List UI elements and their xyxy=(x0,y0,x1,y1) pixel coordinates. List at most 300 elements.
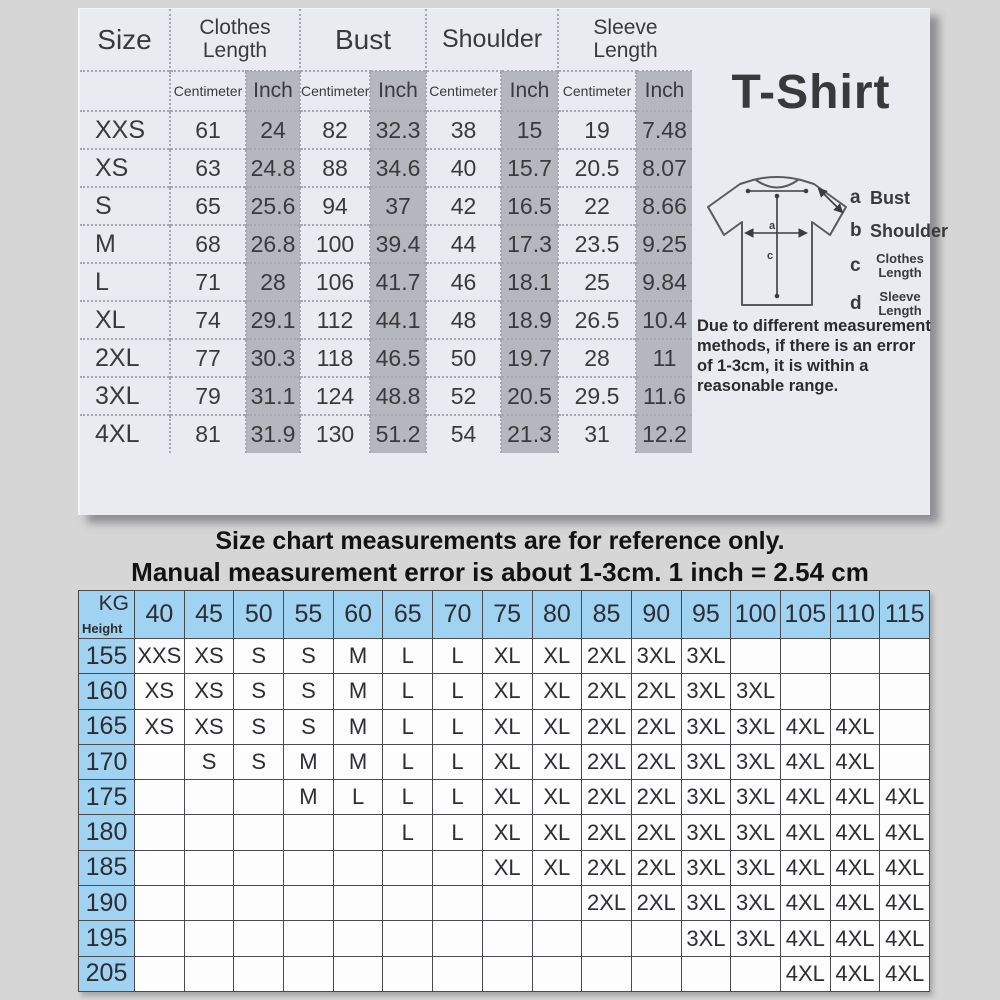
height-header-cell: 160 xyxy=(79,674,135,709)
clothes-length-header: Clothes Length xyxy=(170,9,300,71)
recommended-size-cell: 3XL xyxy=(681,850,731,885)
recommended-size-cell xyxy=(184,780,234,815)
recommended-size-cell xyxy=(184,850,234,885)
recommended-size-cell: L xyxy=(383,674,433,709)
recommended-size-cell: XL xyxy=(482,744,532,779)
recommended-size-cell: XL xyxy=(532,709,582,744)
legend-key: c xyxy=(850,255,861,277)
inch-label: Inch xyxy=(636,71,692,111)
recommended-size-cell: S xyxy=(234,709,284,744)
weight-header-cell: 55 xyxy=(284,591,334,639)
recommended-size-cell: 4XL xyxy=(880,850,930,885)
size-header: Size xyxy=(97,23,152,55)
recommended-size-cell: 2XL xyxy=(582,744,632,779)
recommended-size-cell: S xyxy=(284,709,334,744)
recommended-size-cell: L xyxy=(383,744,433,779)
recommended-size-cell: 4XL xyxy=(830,709,880,744)
recommended-size-cell: 4XL xyxy=(880,780,930,815)
measurement-value-cell: 7.48 xyxy=(636,111,692,149)
recommended-size-cell: 3XL xyxy=(731,850,781,885)
recommended-size-cell xyxy=(333,850,383,885)
recommended-size-cell: L xyxy=(433,744,483,779)
recommended-size-cell xyxy=(681,956,731,991)
height-header-cell: 155 xyxy=(79,639,135,674)
fit-table-row xyxy=(79,886,930,921)
recommended-size-cell xyxy=(333,956,383,991)
recommended-size-cell: XS xyxy=(184,639,234,674)
fit-table-row xyxy=(79,780,930,815)
centimeter-label: Centimeter xyxy=(300,71,370,111)
recommended-size-cell: 4XL xyxy=(780,744,830,779)
recommended-size-cell: 3XL xyxy=(681,921,731,956)
recommended-size-cell xyxy=(284,850,334,885)
recommended-size-cell: XL xyxy=(482,780,532,815)
recommended-size-cell xyxy=(135,780,185,815)
weight-header-cell: 50 xyxy=(234,591,284,639)
recommended-size-cell xyxy=(880,744,930,779)
measurement-value-cell: 34.6 xyxy=(370,149,426,187)
recommended-size-cell xyxy=(582,956,632,991)
measurement-value-cell: 65 xyxy=(170,187,246,225)
measurement-value-cell: 28 xyxy=(558,339,636,377)
measurement-value-cell: 82 xyxy=(300,111,370,149)
legend-item xyxy=(850,186,932,210)
measurement-value-cell: 124 xyxy=(300,377,370,415)
measurement-value-cell: 61 xyxy=(170,111,246,149)
weight-header-cell: 65 xyxy=(383,591,433,639)
recommended-size-cell: L xyxy=(383,815,433,850)
legend-item xyxy=(850,219,949,243)
measurement-value-cell: 15.7 xyxy=(501,149,558,187)
measurement-value-cell: 9.84 xyxy=(636,263,692,301)
recommended-size-cell: 2XL xyxy=(582,709,632,744)
recommended-size-cell xyxy=(234,886,284,921)
recommended-size-cell: 4XL xyxy=(830,780,880,815)
weight-header-cell: 95 xyxy=(681,591,731,639)
weight-header-cell: 110 xyxy=(830,591,880,639)
recommended-size-cell: XL xyxy=(482,639,532,674)
recommended-size-cell xyxy=(532,921,582,956)
recommended-size-cell: 3XL xyxy=(681,780,731,815)
recommended-size-cell xyxy=(880,709,930,744)
recommended-size-cell: 3XL xyxy=(731,674,781,709)
measurement-value-cell: 112 xyxy=(300,301,370,339)
recommended-size-cell: L xyxy=(433,674,483,709)
size-table-header-row xyxy=(80,9,692,71)
measurement-value-cell: 46.5 xyxy=(370,339,426,377)
recommended-size-cell xyxy=(234,815,284,850)
recommended-size-cell: L xyxy=(383,780,433,815)
weight-header-cell: 45 xyxy=(184,591,234,639)
weight-header-cell: 115 xyxy=(880,591,930,639)
measurement-value-cell: 20.5 xyxy=(501,377,558,415)
measurement-value-cell: 44 xyxy=(426,225,501,263)
info-panel xyxy=(692,9,949,515)
measurement-note: Due to different measurement methods, if there is an error of 1-3cm, it is within a reasonable range. xyxy=(697,317,931,396)
recommended-size-cell: XL xyxy=(532,744,582,779)
measurement-value-cell: 63 xyxy=(170,149,246,187)
measurement-value-cell: 48.8 xyxy=(370,377,426,415)
recommended-size-cell xyxy=(234,921,284,956)
recommended-size-cell xyxy=(880,639,930,674)
recommended-size-cell: S xyxy=(284,639,334,674)
recommended-size-cell: 4XL xyxy=(830,744,880,779)
recommended-size-cell: 2XL xyxy=(631,850,681,885)
measurement-value-cell: 31.1 xyxy=(246,377,300,415)
recommended-size-cell xyxy=(433,921,483,956)
recommended-size-cell: 4XL xyxy=(830,815,880,850)
measurement-value-cell: 9.25 xyxy=(636,225,692,263)
recommended-size-cell: 4XL xyxy=(880,956,930,991)
recommended-size-cell: 4XL xyxy=(830,921,880,956)
recommended-size-cell xyxy=(433,886,483,921)
recommended-size-cell xyxy=(184,886,234,921)
weight-header-cell: 70 xyxy=(433,591,483,639)
measurement-value-cell: 71 xyxy=(170,263,246,301)
recommended-size-cell: XL xyxy=(532,815,582,850)
recommended-size-cell xyxy=(482,886,532,921)
size-chart-card xyxy=(78,8,949,515)
recommended-size-cell: S xyxy=(234,744,284,779)
recommended-size-cell xyxy=(284,956,334,991)
measurement-value-cell: 51.2 xyxy=(370,415,426,453)
measurement-value-cell: 26.8 xyxy=(246,225,300,263)
legend-label: Bust xyxy=(870,187,911,208)
recommended-size-cell: 3XL xyxy=(681,886,731,921)
recommended-size-cell: S xyxy=(184,744,234,779)
measurement-value-cell: 31.9 xyxy=(246,415,300,453)
recommended-size-cell: 4XL xyxy=(880,815,930,850)
recommended-size-cell: 4XL xyxy=(780,921,830,956)
recommended-size-cell xyxy=(284,886,334,921)
recommended-size-cell xyxy=(184,956,234,991)
recommended-size-cell: 2XL xyxy=(582,780,632,815)
shoulder-header: Shoulder xyxy=(426,9,558,71)
measurement-value-cell: 54 xyxy=(426,415,501,453)
measurement-value-cell: 31 xyxy=(558,415,636,453)
recommended-size-cell xyxy=(880,674,930,709)
recommended-size-cell: XL xyxy=(532,639,582,674)
tshirt-diagram-icon xyxy=(696,167,858,317)
measurement-value-cell: 38 xyxy=(426,111,501,149)
recommended-size-cell: 3XL xyxy=(681,709,731,744)
recommended-size-cell xyxy=(135,886,185,921)
measurement-value-cell: 22 xyxy=(558,187,636,225)
notice-line2: Manual measurement error is about 1-3cm. 1 inch = 2.54 cm xyxy=(131,556,869,587)
height-header-cell: 185 xyxy=(79,850,135,885)
size-table-row xyxy=(80,111,692,149)
recommended-size-cell: 3XL xyxy=(731,886,781,921)
height-header-cell: 195 xyxy=(79,921,135,956)
size-table-row xyxy=(80,339,692,377)
size-label-cell: M xyxy=(80,225,170,263)
recommended-size-cell xyxy=(135,956,185,991)
measurement-value-cell: 19.7 xyxy=(501,339,558,377)
recommended-size-cell xyxy=(780,639,830,674)
recommended-size-cell: M xyxy=(284,780,334,815)
recommended-size-cell: XL xyxy=(532,850,582,885)
recommended-size-cell: L xyxy=(433,780,483,815)
recommended-size-cell: L xyxy=(333,780,383,815)
recommended-size-cell: 4XL xyxy=(780,850,830,885)
legend-item xyxy=(850,290,932,319)
recommended-size-cell xyxy=(383,850,433,885)
size-label-cell: XS xyxy=(80,149,170,187)
height-header-cell: 165 xyxy=(79,709,135,744)
legend-key: a xyxy=(850,187,861,208)
measurement-value-cell: 81 xyxy=(170,415,246,453)
fit-table-row xyxy=(79,815,930,850)
measurement-value-cell: 106 xyxy=(300,263,370,301)
kg-label: KG xyxy=(98,592,129,615)
recommended-size-cell: XS xyxy=(184,674,234,709)
recommended-size-cell xyxy=(184,815,234,850)
recommended-size-cell: 4XL xyxy=(780,886,830,921)
measurement-value-cell: 46 xyxy=(426,263,501,301)
recommended-size-cell xyxy=(731,956,781,991)
legend-item xyxy=(850,252,932,281)
recommended-size-cell: 3XL xyxy=(681,815,731,850)
recommended-size-cell: S xyxy=(234,639,284,674)
fit-table-row xyxy=(79,956,930,991)
recommended-size-cell: 2XL xyxy=(631,886,681,921)
recommended-size-cell: XS xyxy=(135,709,185,744)
height-header-cell: 190 xyxy=(79,886,135,921)
size-label-cell: XXS xyxy=(80,111,170,149)
recommended-size-cell: M xyxy=(333,709,383,744)
recommended-size-cell: 2XL xyxy=(582,639,632,674)
centimeter-label: Centimeter xyxy=(170,71,246,111)
recommended-size-cell xyxy=(482,921,532,956)
inch-label: Inch xyxy=(246,71,300,111)
measurement-value-cell: 100 xyxy=(300,225,370,263)
measurement-value-cell: 68 xyxy=(170,225,246,263)
legend-label: Sleeve Length xyxy=(878,288,922,318)
weight-header-cell: 105 xyxy=(780,591,830,639)
measurement-value-cell: 17.3 xyxy=(501,225,558,263)
recommended-size-cell: 3XL xyxy=(731,921,781,956)
recommended-size-cell xyxy=(333,886,383,921)
legend-label: Shoulder xyxy=(870,220,949,241)
measurement-value-cell: 74 xyxy=(170,301,246,339)
recommended-size-cell: XL xyxy=(482,674,532,709)
unit-empty-cell xyxy=(80,71,170,111)
recommended-size-cell: 2XL xyxy=(631,780,681,815)
measurement-value-cell: 24 xyxy=(246,111,300,149)
size-label-cell: S xyxy=(80,187,170,225)
measurement-value-cell: 29.1 xyxy=(246,301,300,339)
size-table-row xyxy=(80,415,692,453)
size-label-cell: 3XL xyxy=(80,377,170,415)
reference-notice xyxy=(0,526,1000,588)
recommended-size-cell xyxy=(780,674,830,709)
recommended-size-cell: L xyxy=(383,709,433,744)
fit-table-row xyxy=(79,921,930,956)
recommended-size-cell: 4XL xyxy=(880,921,930,956)
measurement-value-cell: 19 xyxy=(558,111,636,149)
recommended-size-cell xyxy=(135,921,185,956)
recommended-size-cell: 2XL xyxy=(631,674,681,709)
recommended-size-cell: 4XL xyxy=(830,886,880,921)
measurement-legend xyxy=(850,186,949,318)
weight-header-cell: 90 xyxy=(631,591,681,639)
measurement-value-cell: 28 xyxy=(246,263,300,301)
recommended-size-cell xyxy=(631,921,681,956)
recommended-size-cell: XS xyxy=(184,709,234,744)
recommended-size-cell: 2XL xyxy=(582,886,632,921)
legend-key: d xyxy=(850,292,862,314)
measurement-value-cell: 50 xyxy=(426,339,501,377)
measurement-value-cell: 52 xyxy=(426,377,501,415)
weight-header-cell: 75 xyxy=(482,591,532,639)
recommended-size-cell xyxy=(234,780,284,815)
recommended-size-cell: 3XL xyxy=(731,744,781,779)
recommended-size-cell: 4XL xyxy=(780,780,830,815)
recommended-size-cell xyxy=(631,956,681,991)
size-table-row xyxy=(80,377,692,415)
recommended-size-cell xyxy=(532,956,582,991)
recommended-size-cell: 3XL xyxy=(731,709,781,744)
product-title: T-Shirt xyxy=(731,66,891,119)
recommended-size-cell xyxy=(731,639,781,674)
measurement-value-cell: 30.3 xyxy=(246,339,300,377)
recommended-size-cell: 4XL xyxy=(880,886,930,921)
measurement-value-cell: 15 xyxy=(501,111,558,149)
recommended-size-cell: L xyxy=(383,639,433,674)
recommended-size-cell xyxy=(433,956,483,991)
recommended-size-cell: 3XL xyxy=(731,815,781,850)
height-weight-size-table xyxy=(78,590,930,992)
recommended-size-cell: 2XL xyxy=(631,709,681,744)
recommended-size-cell: XL xyxy=(482,709,532,744)
measurement-value-cell: 88 xyxy=(300,149,370,187)
recommended-size-cell xyxy=(383,886,433,921)
size-table-row xyxy=(80,149,692,187)
recommended-size-cell xyxy=(135,744,185,779)
measurement-value-cell: 48 xyxy=(426,301,501,339)
measurement-value-cell: 23.5 xyxy=(558,225,636,263)
measurement-value-cell: 130 xyxy=(300,415,370,453)
measurement-value-cell: 10.4 xyxy=(636,301,692,339)
recommended-size-cell: S xyxy=(234,674,284,709)
measurement-value-cell: 12.2 xyxy=(636,415,692,453)
recommended-size-cell: 3XL xyxy=(681,674,731,709)
recommended-size-cell: 2XL xyxy=(631,744,681,779)
weight-header-cell: 100 xyxy=(731,591,781,639)
recommended-size-cell xyxy=(830,639,880,674)
kg-height-corner-cell xyxy=(79,591,135,639)
height-header-cell: 170 xyxy=(79,744,135,779)
recommended-size-cell: XS xyxy=(135,674,185,709)
recommended-size-cell: L xyxy=(433,709,483,744)
recommended-size-cell xyxy=(234,850,284,885)
measurement-value-cell: 32.3 xyxy=(370,111,426,149)
svg-text:c: c xyxy=(767,250,774,262)
measurement-value-cell: 37 xyxy=(370,187,426,225)
measurement-value-cell: 18.1 xyxy=(501,263,558,301)
recommended-size-cell: 4XL xyxy=(830,956,880,991)
size-table-row xyxy=(80,263,692,301)
centimeter-label: Centimeter xyxy=(558,71,636,111)
measurement-value-cell: 39.4 xyxy=(370,225,426,263)
measurement-value-cell: 79 xyxy=(170,377,246,415)
measurement-value-cell: 77 xyxy=(170,339,246,377)
legend-key: b xyxy=(850,220,862,241)
recommended-size-cell: L xyxy=(433,639,483,674)
size-label-cell: 4XL xyxy=(80,415,170,453)
height-label: Height xyxy=(82,621,123,636)
recommended-size-cell: XL xyxy=(482,850,532,885)
fit-table-row xyxy=(79,674,930,709)
inch-label: Inch xyxy=(370,71,426,111)
recommended-size-cell: 4XL xyxy=(780,709,830,744)
svg-text:a: a xyxy=(769,220,776,232)
measurement-value-cell: 11 xyxy=(636,339,692,377)
size-measurement-table xyxy=(80,9,692,453)
measurement-value-cell: 8.07 xyxy=(636,149,692,187)
measurement-value-cell: 44.1 xyxy=(370,301,426,339)
measurement-value-cell: 8.66 xyxy=(636,187,692,225)
measurement-value-cell: 25 xyxy=(558,263,636,301)
recommended-size-cell: 3XL xyxy=(631,639,681,674)
fit-table-row xyxy=(79,850,930,885)
measurement-value-cell: 42 xyxy=(426,187,501,225)
size-label-cell: XL xyxy=(80,301,170,339)
recommended-size-cell xyxy=(234,956,284,991)
recommended-size-cell: 3XL xyxy=(681,639,731,674)
recommended-size-cell xyxy=(284,921,334,956)
recommended-size-cell: M xyxy=(333,639,383,674)
measurement-value-cell: 41.7 xyxy=(370,263,426,301)
recommended-size-cell xyxy=(582,921,632,956)
inch-label: Inch xyxy=(501,71,558,111)
recommended-size-cell: XL xyxy=(532,780,582,815)
recommended-size-cell: XL xyxy=(532,674,582,709)
size-table-unit-row xyxy=(80,71,692,111)
recommended-size-cell: S xyxy=(284,674,334,709)
legend-label: Clothes Length xyxy=(876,251,924,281)
measurement-value-cell: 94 xyxy=(300,187,370,225)
recommended-size-cell xyxy=(333,815,383,850)
fit-table-row xyxy=(79,709,930,744)
measurement-value-cell: 26.5 xyxy=(558,301,636,339)
recommended-size-cell xyxy=(184,921,234,956)
measurement-value-cell: 11.6 xyxy=(636,377,692,415)
fit-table-header-row xyxy=(79,591,930,639)
recommended-size-cell: 2XL xyxy=(582,674,632,709)
recommended-size-cell: L xyxy=(433,815,483,850)
recommended-size-cell xyxy=(482,956,532,991)
measurement-value-cell: 24.8 xyxy=(246,149,300,187)
weight-header-cell: 60 xyxy=(333,591,383,639)
notice-line1: Size chart measurements are for reference only. xyxy=(215,527,785,555)
measurement-value-cell: 118 xyxy=(300,339,370,377)
recommended-size-cell xyxy=(284,815,334,850)
bust-header: Bust xyxy=(300,9,426,71)
recommended-size-cell: XL xyxy=(482,815,532,850)
measurement-value-cell: 18.9 xyxy=(501,301,558,339)
recommended-size-cell: 2XL xyxy=(582,815,632,850)
size-table-row xyxy=(80,301,692,339)
recommended-size-cell xyxy=(135,850,185,885)
recommended-size-cell: XXS xyxy=(135,639,185,674)
size-table-row xyxy=(80,225,692,263)
sleeve-length-header: Sleeve Length xyxy=(558,9,692,71)
recommended-size-cell xyxy=(333,921,383,956)
measurement-value-cell: 20.5 xyxy=(558,149,636,187)
centimeter-label: Centimeter xyxy=(426,71,501,111)
fit-table-row xyxy=(79,639,930,674)
